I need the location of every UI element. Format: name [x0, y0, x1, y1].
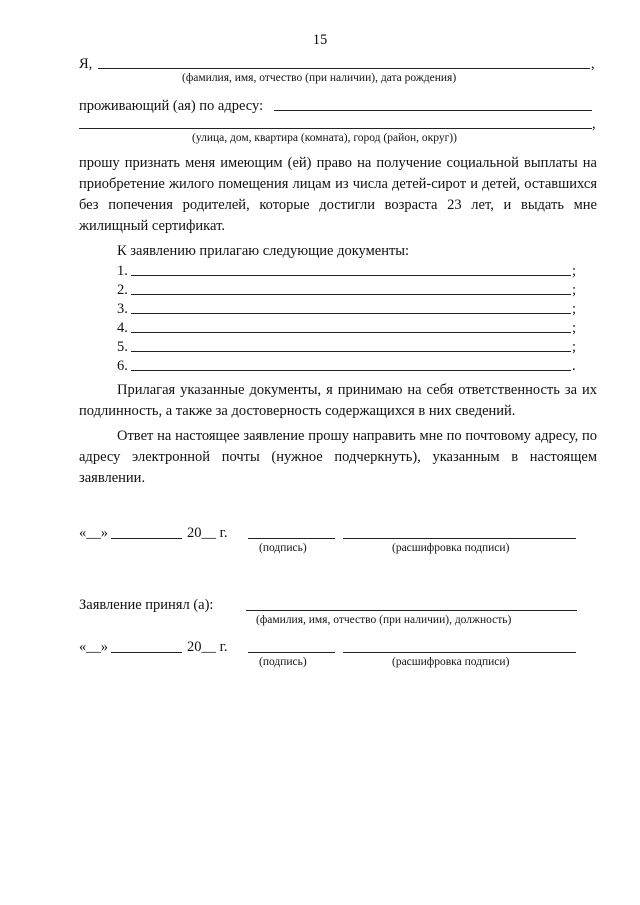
documents-heading: К заявлению прилагаю следующие документы:	[117, 243, 410, 259]
request-paragraph: прошу признать меня имеющим (ей) право на получение социальной выплаты на приобретение жилого помещения лицам из числа детей-сирот и детей, оставшихся без попечения родителей, которые достигли возраста 23 лет, и выдать мне жилищный сертификат.	[79, 155, 597, 234]
signature-decode-line[interactable]	[343, 538, 576, 539]
doc-item-end: ;	[572, 263, 577, 279]
signature-line-2[interactable]	[248, 652, 335, 653]
date-year-field-2[interactable]: 20__ г.	[187, 639, 228, 655]
doc-item-end: .	[572, 358, 576, 374]
doc-item-number: 3.	[117, 301, 128, 317]
signature-decode-hint: (расшифровка подписи)	[392, 542, 510, 554]
doc-item-line[interactable]	[131, 275, 571, 276]
applicant-name-line[interactable]	[98, 68, 590, 69]
date-month-line-2[interactable]	[111, 652, 182, 653]
accepted-hint: (фамилия, имя, отчество (при наличии), должность)	[256, 614, 512, 626]
address-line-1[interactable]	[274, 110, 592, 111]
reply-paragraph: Ответ на настоящее заявление прошу направить мне по почтовому адресу, по адресу электронной почты (нужное подчеркнуть), указанным в настоящем заявлении.	[79, 428, 597, 486]
doc-item-line[interactable]	[131, 313, 571, 314]
signature-decode-line-2[interactable]	[343, 652, 576, 653]
date-month-line[interactable]	[111, 538, 182, 539]
doc-item-number: 5.	[117, 339, 128, 355]
signature-line[interactable]	[248, 538, 335, 539]
doc-item-end: ;	[572, 320, 577, 336]
signature-decode-hint-2: (расшифровка подписи)	[392, 656, 510, 668]
date-day-field[interactable]: «__»	[79, 525, 108, 541]
doc-item-line[interactable]	[131, 332, 571, 333]
doc-item-number: 4.	[117, 320, 128, 336]
address-line-2[interactable]	[79, 128, 592, 129]
address-label: проживающий (ая) по адресу:	[79, 98, 264, 114]
date-year-field[interactable]: 20__ г.	[187, 525, 228, 541]
doc-item-line[interactable]	[131, 351, 571, 352]
doc-item-end: ;	[572, 339, 577, 355]
accepted-label: Заявление принял (а):	[79, 597, 214, 613]
name-hint: (фамилия, имя, отчество (при наличии), дата рождения)	[182, 72, 457, 84]
doc-item-number: 1.	[117, 263, 128, 279]
doc-item-number: 6.	[117, 358, 128, 374]
doc-item-line[interactable]	[131, 294, 571, 295]
doc-item-number: 2.	[117, 282, 128, 298]
comma-2: ,	[592, 116, 596, 132]
address-hint: (улица, дом, квартира (комната), город (район, округ))	[192, 132, 457, 144]
doc-item-line[interactable]	[131, 370, 571, 371]
signature-hint-2: (подпись)	[259, 656, 307, 668]
applicant-prefix: Я,	[79, 56, 93, 72]
date-day-field-2[interactable]: «__»	[79, 639, 108, 655]
page-number: 15	[312, 32, 328, 48]
responsibility-paragraph: Прилагая указанные документы, я принимаю на себя ответственность за их подлинность, а также за достоверность содержащихся в них сведений.	[79, 382, 597, 419]
accepted-by-line[interactable]	[246, 610, 577, 611]
comma-1: ,	[591, 56, 595, 72]
signature-hint: (подпись)	[259, 542, 307, 554]
doc-item-end: ;	[572, 301, 577, 317]
doc-item-end: ;	[572, 282, 577, 298]
